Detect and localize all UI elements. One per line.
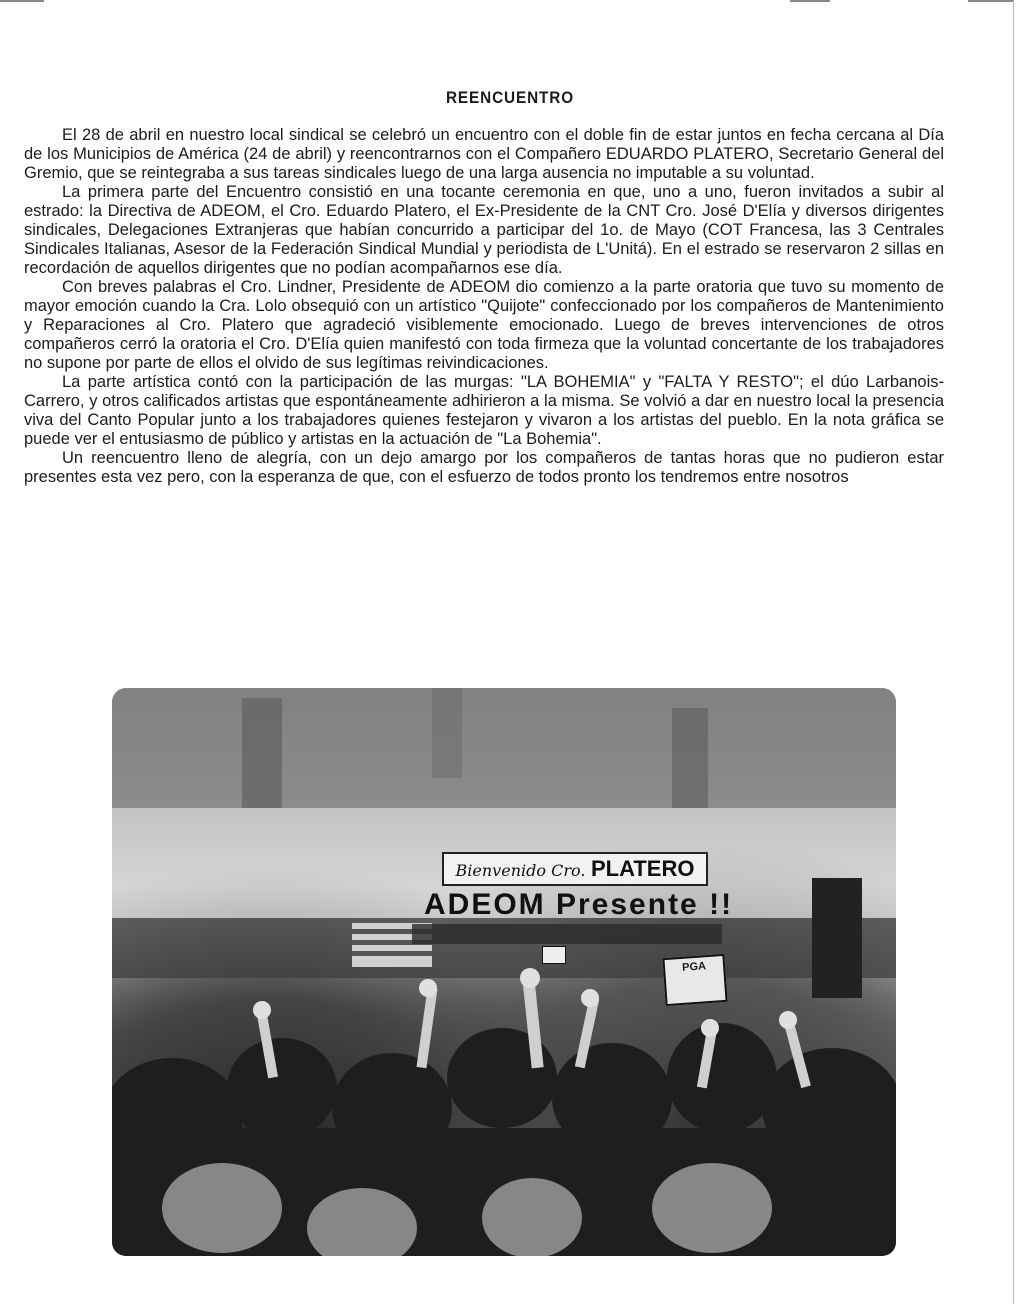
article-paragraph: Un reencuentro lleno de alegría, con un dejo amargo por los compañeros de tantas horas que no pudieron estar presentes esta vez pero, con la esperanza de que, con el esfuerzo de todos pronto los tendremos entre nosotros bbox=[24, 449, 944, 486]
article-paragraph: El 28 de abril en nuestro local sindical se celebró un encuentro con el doble fin de estar juntos en fecha cercana al Día de los Municipios de América (24 de abril) y reencontrarnos con el Compañero EDUARDO PLATERO, Secretario General del Gremio, que se reintegraba a sus tareas sindicales luego de una larga ausencia no imputable a su voluntad. bbox=[24, 126, 944, 182]
crowd-sign-text: PGA bbox=[681, 960, 707, 974]
scan-artifact bbox=[790, 0, 830, 2]
scan-artifact bbox=[968, 0, 1014, 2]
article-paragraph: La primera parte del Encuentro consistió en una tocante ceremonia en que, uno a uno, fueron invitados a subir al estrado: la Directiva de ADEOM, el Cro. Eduardo Platero, el Ex-Presidente de la CNT Cro. José D'Elía y diversos dirigentes sindicales, Delegaciones Extranjeras que habían concurrido a participar del 1o. de Mayo (COT Francesa, las 3 Centrales Sindicales Italianas, Asesor de la Federación Sindical Mundial y periodista de L'Unitá). En el estrado se reservaron 2 sillas en recordación de aquellos dirigentes que no podían acompañarnos ese día. bbox=[24, 183, 944, 277]
crowd-sign-small bbox=[542, 946, 566, 964]
crowd-sign bbox=[662, 954, 727, 1006]
photo-scene bbox=[112, 688, 896, 1256]
scan-artifact bbox=[0, 0, 44, 2]
article-paragraph: Con breves palabras el Cro. Lindner, Presidente de ADEOM dio comienzo a la parte oratoria que tuvo su momento de mayor emoción cuando la Cra. Lolo obsequió con un artístico "Quijote" confeccionado por los compañeros de Mantenimiento y Reparaciones al Cro. Platero que agradeció visiblemente emocionado. Luego de breves intervenciones de otros compañeros cerró la oratoria el Cro. D'Elía quien manifestó con toda firmeza que la voluntad concertante de los trabajadores no supone por parte de ellos el olvido de sus legítimas reivindicaciones. bbox=[24, 278, 944, 372]
banner-name: PLATERO bbox=[590, 856, 695, 881]
banner-greeting: Bienvenido Cro. bbox=[455, 861, 586, 880]
article-paragraph: La parte artística contó con la participación de las murgas: "LA BOHEMIA" y "FALTA Y RESTO"; el dúo Larbanois-Carrero, y otros calificados artistas que espontáneamente adhirieron a la misma. Se volvió a dar en nuestro local la presencia viva del Canto Popular junto a los trabajadores quienes festejaron y vivaron a los artistas del pueblo. En la nota gráfica se puede ver el entusiasmo de público y artistas en la actuación de "La Bohemia". bbox=[24, 373, 944, 448]
article-title: REENCUENTRO bbox=[445, 88, 575, 107]
welcome-banner bbox=[442, 852, 708, 886]
event-photo bbox=[112, 688, 896, 1256]
page-edge bbox=[1013, 0, 1014, 1304]
article-body bbox=[24, 126, 944, 487]
adeom-banner: ADEOM Presente !! bbox=[424, 888, 734, 921]
